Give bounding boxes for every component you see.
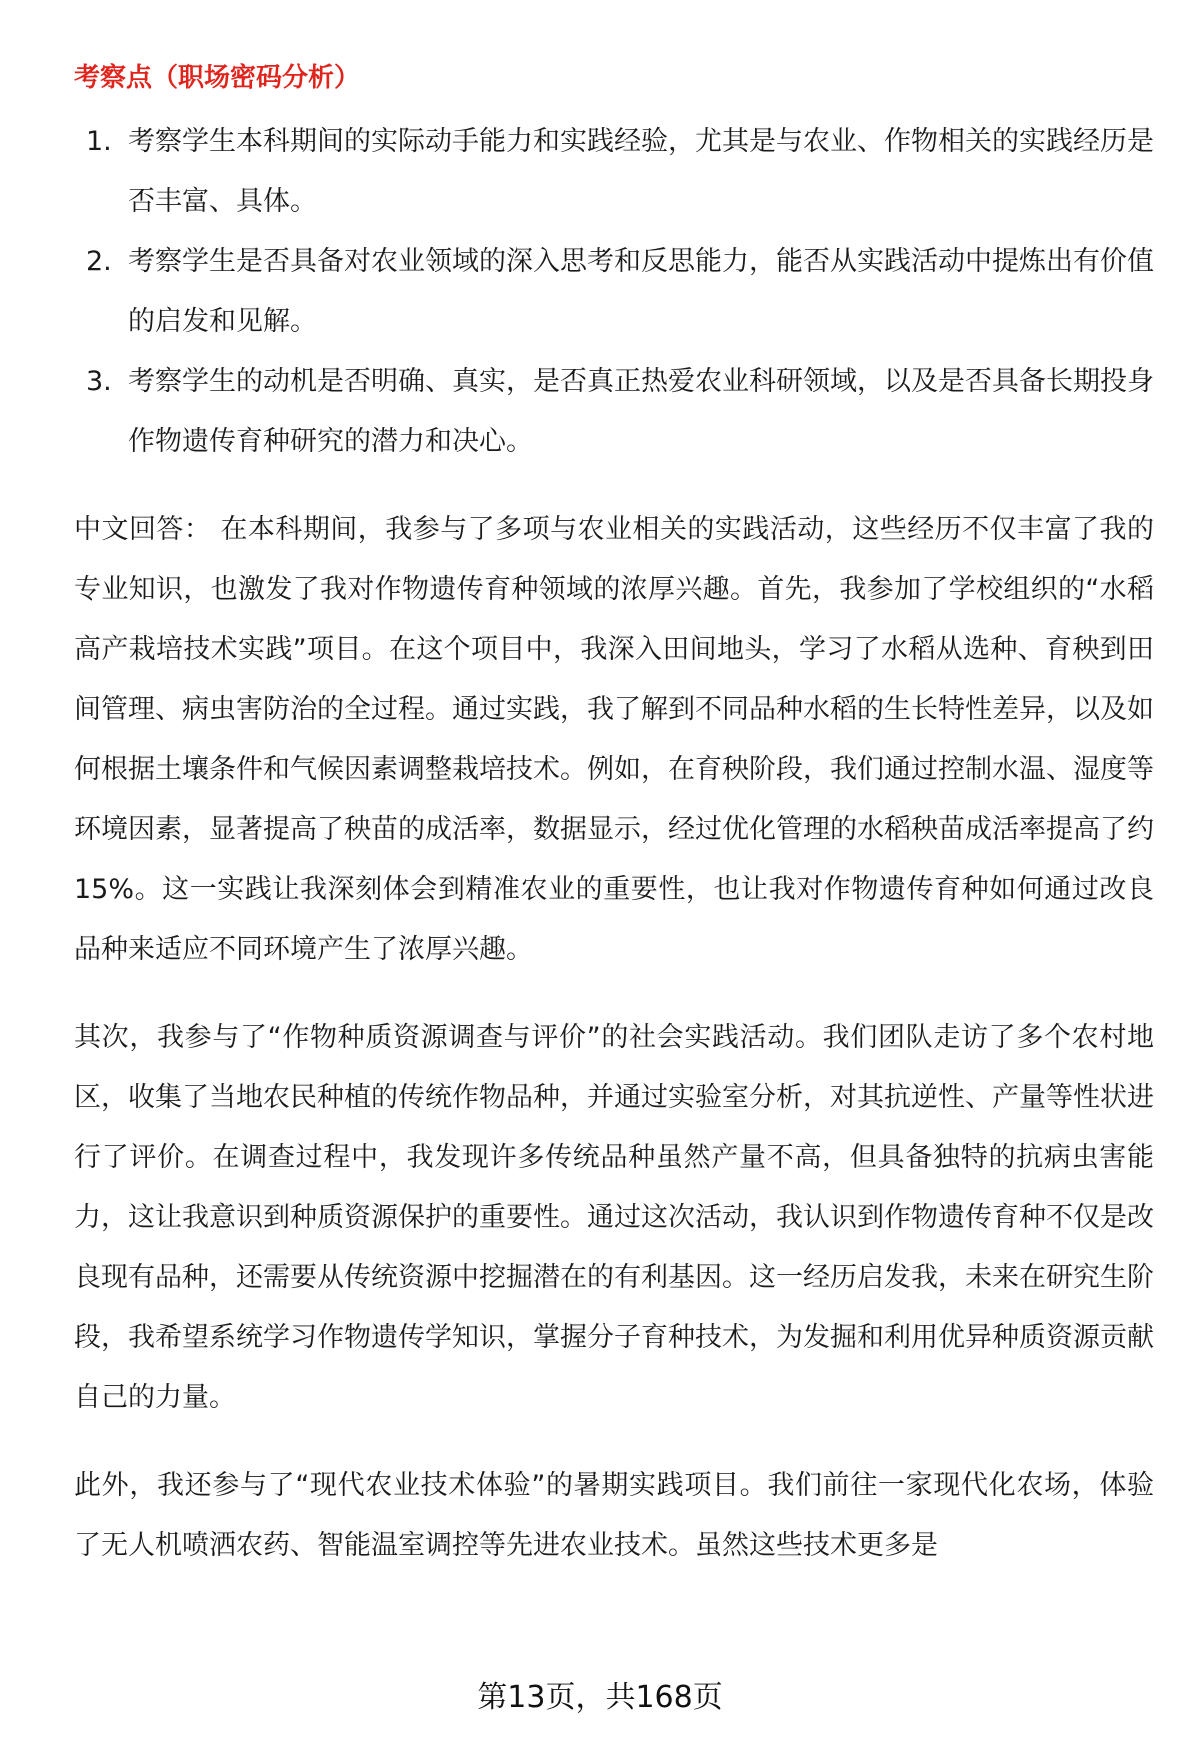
list-item: [74, 352, 1154, 472]
answer-paragraph: 中文回答： 在本科期间，我参与了多项与农业相关的实践活动，这些经历不仅丰富了我的专业知识，也激发了我对作物遗传育种领域的浓厚兴趣。首先，我参加了学校组织的“水稻高产栽培技术实践”项目。在这个项目中，我深入田间地头，学习了水稻从选种、育秧到田间管理、病虫害防治的全过程。通过实践，我了解到不同品种水稻的生长特性差异，以及如何根据土壤条件和气候因素调整栽培技术。例如，在育秧阶段，我们通过控制水温、湿度等环境因素，显著提高了秧苗的成活率，数据显示，经过优化管理的水稻秧苗成活率提高了约15%。这一实践让我深刻体会到精准农业的重要性，也让我对作物遗传育种如何通过改良品种来适应不同环境产生了浓厚兴趣。: [74, 514, 1154, 965]
answer-paragraph: 其次，我参与了“作物种质资源调查与评价”的社会实践活动。我们团队走访了多个农村地区，收集了当地农民种植的传统作物品种，并通过实验室分析，对其抗逆性、产量等性状进行了评价。在调查过程中，我发现许多传统品种虽然产量不高，但具备独特的抗病虫害能力，这让我意识到种质资源保护的重要性。通过这次活动，我认识到作物遗传育种不仅是改良现有品种，还需要从传统资源中挖掘潜在的有利基因。这一经历启发我，未来在研究生阶段，我希望系统学习作物遗传学知识，掌握分子育种技术，为发掘和利用优异种质资源贡献自己的力量。: [74, 1022, 1154, 1413]
list-number: 3.: [86, 366, 112, 397]
answer-paragraph: 此外，我还参与了“现代农业技术体验”的暑期实践项目。我们前往一家现代化农场，体验了无人机喷洒农药、智能温室调控等先进农业技术。虽然这些技术更多是: [74, 1470, 1154, 1561]
list-text: 考察学生的动机是否明确、真实，是否真正热爱农业科研领域，以及是否具备长期投身作物遗传育种研究的潜力和决心。: [128, 366, 1154, 457]
list-text: 考察学生本科期间的实际动手能力和实践经验，尤其是与农业、作物相关的实践经历是否丰富、具体。: [128, 126, 1154, 217]
points-list: [74, 112, 1154, 472]
page-content: [74, 52, 1154, 1604]
list-item: [74, 232, 1154, 352]
page-footer: 第13页，共168页: [477, 1680, 723, 1715]
list-item: [74, 112, 1154, 232]
section-title: 考察点（职场密码分析）: [74, 63, 361, 93]
list-number: 1.: [86, 126, 112, 157]
list-text: 考察学生是否具备对农业领域的深入思考和反思能力，能否从实践活动中提炼出有价值的启发和见解。: [128, 246, 1154, 337]
list-number: 2.: [86, 246, 112, 277]
